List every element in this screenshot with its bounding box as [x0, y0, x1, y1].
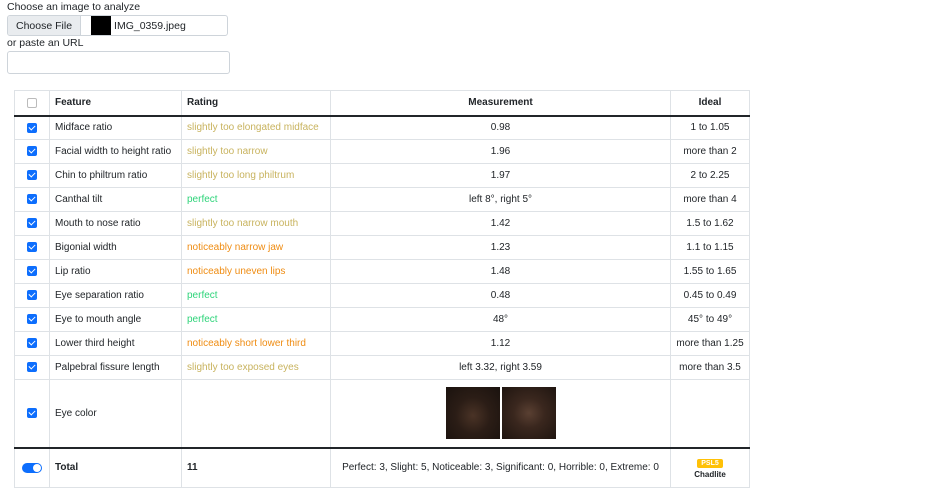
measurement-cell: 1.23: [331, 236, 671, 260]
url-input[interactable]: [7, 51, 230, 74]
ideal-cell: more than 4: [671, 188, 750, 212]
url-label: or paste an URL: [7, 37, 84, 49]
measurement-cell: 1.96: [331, 140, 671, 164]
header-rating: Rating: [182, 91, 331, 116]
feature-name: Lower third height: [50, 332, 182, 356]
table-row: [15, 332, 750, 356]
rating-cell: slightly too narrow mouth: [182, 212, 331, 236]
ideal-cell: more than 1.25: [671, 332, 750, 356]
table-row: [15, 236, 750, 260]
measurement-cell: [331, 380, 671, 448]
total-badge-cell: [671, 448, 750, 488]
measurement-cell: left 3.32, right 3.59: [331, 356, 671, 380]
row-checkbox[interactable]: [27, 338, 37, 348]
feature-name: Eye color: [50, 380, 182, 448]
ideal-cell: [671, 380, 750, 448]
rating-cell: slightly too elongated midface: [182, 116, 331, 140]
feature-name: Lip ratio: [50, 260, 182, 284]
ideal-cell: 1.5 to 1.62: [671, 212, 750, 236]
table-row-eye-color: [15, 380, 750, 448]
rating-cell: noticeably short lower third: [182, 332, 331, 356]
measurement-cell: left 8°, right 5°: [331, 188, 671, 212]
psl-badge: PSL5: [697, 459, 723, 468]
total-count: 11: [182, 448, 331, 488]
row-checkbox[interactable]: [27, 408, 37, 418]
header-measurement: Measurement: [331, 91, 671, 116]
row-checkbox[interactable]: [27, 123, 37, 133]
ideal-cell: more than 2: [671, 140, 750, 164]
row-checkbox[interactable]: [27, 242, 37, 252]
row-checkbox[interactable]: [27, 218, 37, 228]
table-row: [15, 284, 750, 308]
row-checkbox[interactable]: [27, 362, 37, 372]
eye-image-right: [502, 387, 556, 439]
psl-label: Chadlite: [694, 469, 726, 479]
table-row: [15, 164, 750, 188]
feature-name: Eye separation ratio: [50, 284, 182, 308]
ideal-cell: 2 to 2.25: [671, 164, 750, 188]
rating-cell: slightly too long philtrum: [182, 164, 331, 188]
feature-name: Facial width to height ratio: [50, 140, 182, 164]
rating-cell: [182, 380, 331, 448]
table-row: [15, 140, 750, 164]
feature-name: Eye to mouth angle: [50, 308, 182, 332]
table-row: [15, 356, 750, 380]
file-thumbnail: [91, 16, 111, 35]
row-checkbox[interactable]: [27, 170, 37, 180]
row-checkbox[interactable]: [27, 194, 37, 204]
table-row: [15, 260, 750, 284]
measurement-cell: 0.48: [331, 284, 671, 308]
choose-file-button[interactable]: Choose File: [8, 16, 81, 35]
measurement-cell: 1.48: [331, 260, 671, 284]
ideal-cell: more than 3.5: [671, 356, 750, 380]
table-row: [15, 116, 750, 140]
file-name: IMG_0359.jpeg: [114, 19, 186, 32]
measurement-cell: 1.12: [331, 332, 671, 356]
ideal-cell: 1 to 1.05: [671, 116, 750, 140]
eye-image-left: [446, 387, 500, 439]
row-checkbox[interactable]: [27, 146, 37, 156]
row-checkbox[interactable]: [27, 290, 37, 300]
rating-cell: noticeably uneven lips: [182, 260, 331, 284]
ideal-cell: 1.1 to 1.15: [671, 236, 750, 260]
table-row: [15, 212, 750, 236]
total-row: [15, 448, 750, 488]
table-row: [15, 188, 750, 212]
upload-section: [7, 0, 230, 74]
measurement-cell: 48°: [331, 308, 671, 332]
feature-name: Midface ratio: [50, 116, 182, 140]
rating-cell: slightly too exposed eyes: [182, 356, 331, 380]
feature-name: Bigonial width: [50, 236, 182, 260]
ideal-cell: 45° to 49°: [671, 308, 750, 332]
ideal-cell: 0.45 to 0.49: [671, 284, 750, 308]
header-ideal: Ideal: [671, 91, 750, 116]
rating-cell: perfect: [182, 188, 331, 212]
feature-name: Mouth to nose ratio: [50, 212, 182, 236]
ideal-cell: 1.55 to 1.65: [671, 260, 750, 284]
row-checkbox[interactable]: [27, 314, 37, 324]
measurement-cell: 1.42: [331, 212, 671, 236]
feature-name: Canthal tilt: [50, 188, 182, 212]
file-input[interactable]: [7, 15, 228, 36]
rating-cell: perfect: [182, 284, 331, 308]
row-checkbox[interactable]: [27, 266, 37, 276]
total-label: Total: [50, 448, 182, 488]
feature-name: Palpebral fissure length: [50, 356, 182, 380]
measurement-cell: 0.98: [331, 116, 671, 140]
header-feature: Feature: [50, 91, 182, 116]
rating-cell: noticeably narrow jaw: [182, 236, 331, 260]
measurement-cell: 1.97: [331, 164, 671, 188]
upload-label: Choose an image to analyze: [7, 1, 141, 13]
table-row: [15, 308, 750, 332]
rating-cell: slightly too narrow: [182, 140, 331, 164]
select-all-checkbox[interactable]: [27, 98, 37, 108]
total-toggle[interactable]: [22, 463, 42, 473]
rating-cell: perfect: [182, 308, 331, 332]
total-summary: Perfect: 3, Slight: 5, Noticeable: 3, Significant: 0, Horrible: 0, Extreme: 0: [331, 448, 671, 488]
table-header-row: [15, 91, 750, 116]
feature-name: Chin to philtrum ratio: [50, 164, 182, 188]
analysis-table: [14, 90, 750, 488]
